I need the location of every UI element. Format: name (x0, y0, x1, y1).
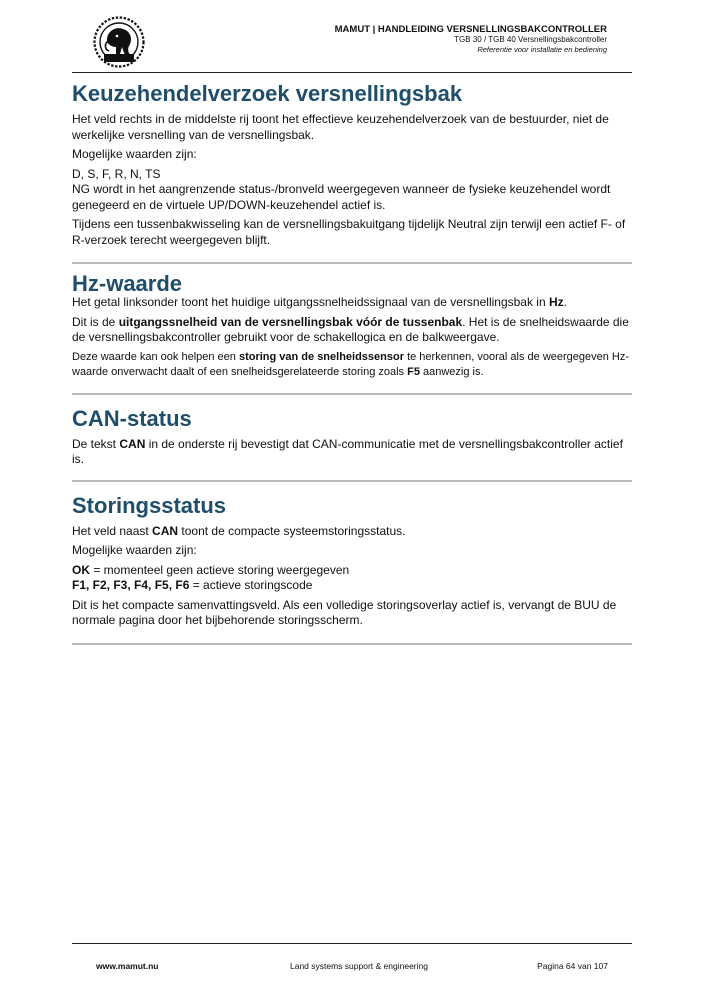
page-footer (72, 961, 632, 975)
paragraph: Dit is het compacte samenvattingsveld. Als een volledige storingsoverlay actief is, vervangt de BUU de normale pagina door het bijbehorende storingsscherm. (72, 597, 617, 628)
paragraph: Het getal linksonder toont het huidige uitgangssnelheidssignaal van de versnellingsbak in Hz. (72, 295, 567, 310)
paragraph: Het veld rechts in de middelste rij toont het effectieve keuzehendelverzoek van de bestuurder, niet de werkelijke versnelling van de versnellingsbak. (72, 112, 609, 142)
page-number: Pagina 64 van 107 (537, 961, 608, 971)
value-list: D, S, F, R, N, TS (72, 166, 161, 181)
list-item: F1, F2, F3, F4, F5, F6 = actieve storingscode (72, 578, 313, 593)
paragraph: Deze waarde kan ook helpen een storing van de snelheidssensor te herkennen, vooral als de weergegeven Hz-waarde onverwacht daalt of een snelheidsgerelateerde storing zoals F5 aanwezig is. (72, 350, 630, 379)
section-hz-waarde (72, 272, 632, 381)
section-keuzehendel (72, 82, 632, 248)
list-item: OK = momenteel geen actieve storing weergegeven (72, 562, 350, 577)
section-can-status (72, 407, 632, 468)
paragraph: Mogelijke waarden zijn: (72, 543, 197, 558)
section-divider (72, 262, 632, 264)
section-heading: Storingsstatus (72, 492, 227, 518)
paragraph: Tijdens een tussenbakwisseling kan de versnellingsbakuitgang tijdelijk Neutral zijn terwijl een actief F- of R-verzoek terecht weergegeven blijft. (72, 217, 626, 247)
section-heading: Hz-waarde (72, 271, 183, 297)
section-divider (72, 393, 632, 395)
section-storingsstatus (72, 494, 632, 629)
section-heading: Keuzehendelverzoek versnellingsbak (72, 81, 463, 106)
paragraph: De tekst CAN in de onderste rij bevestigt dat CAN-communicatie met de versnellingsbakcontroller actief is. (72, 436, 623, 467)
main-content (72, 82, 632, 645)
paragraph: Het veld naast CAN toont de compacte systeemstoringsstatus. (72, 523, 406, 538)
paragraph: NG wordt in het aangrenzende status-/bronveld weergegeven wanneer de fysieke keuzehendel wordt genegeerd en de virtuele UP/DOWN-keuzehendel actief is. (72, 182, 611, 212)
footer-website: www.mamut.nu (96, 961, 159, 971)
section-divider (72, 480, 632, 482)
paragraph: Dit is de uitgangssnelheid van de versnellingsbak vóór de tussenbak. Het is de snelheidswaarde die de versnellingsbakcontroller gebruikt voor de schakellogica en de balkweergave. (72, 314, 629, 345)
footer-divider (72, 943, 632, 944)
section-heading: CAN-status (72, 405, 192, 431)
header-note: Referentie voor installatie en bediening (477, 44, 607, 54)
footer-tagline: Land systems support & engineering (290, 961, 428, 971)
page-header (335, 24, 607, 54)
header-title: MAMUT | HANDLEIDING VERSNELLINGSBAKCONTROLLER (334, 24, 607, 35)
header-subtitle: TGB 30 / TGB 40 Versnellingsbakcontroller (454, 35, 607, 45)
section-divider (72, 643, 632, 645)
paragraph: Mogelijke waarden zijn: (72, 147, 197, 162)
header-divider (72, 72, 632, 73)
mamut-logo (93, 16, 145, 68)
